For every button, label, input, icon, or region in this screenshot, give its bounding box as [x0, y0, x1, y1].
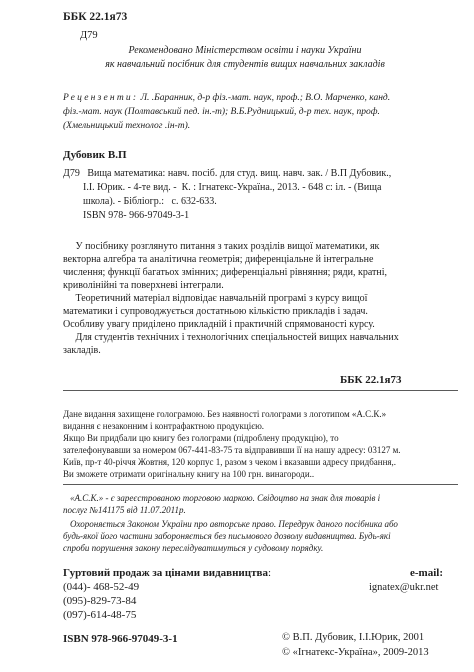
abstract-line-4: криволінійні та поверхневі інтеграли. [63, 280, 224, 291]
protection-line-6: Ви зможете отримати оригінальну книгу на 100 грн. винагороди.. [63, 469, 315, 479]
copyright-notice-line-3: спроби порушення закону переслідуватимуться у судовому порядку. [63, 543, 324, 553]
sales-label-row [63, 567, 271, 579]
abstract-line-9: закладів. [63, 345, 101, 356]
catalog-line-2: І.І. Юрик. - 4-те вид. - К. : Ігнатекс-Україна., 2013. - 648 с: іл. - (Вища [63, 182, 382, 193]
reviewers-line-3: (Хмельницький технолог .ін-т). [63, 121, 191, 131]
sales-label-colon: : [267, 567, 272, 579]
catalog-code-top: Д79 [80, 30, 98, 41]
protection-line-5: Київ, пр-т 40-річчя Жовтня, 120 корпус 1, разом з чеком і вказавши адресу придбання,. [63, 457, 397, 467]
trademark-line-1: «А.С.К.» - є зареєстрованою торговою маркою. Свідоцтво на знак для товарів і [70, 493, 381, 503]
copyright-notice-line-2: будь-якої його частини забороняється без письмового дозволу видавництва. Будь-які [63, 531, 391, 541]
abstract-line-1: У посібнику розглянуто питання з таких розділів вищої математики, як [63, 241, 380, 252]
reviewers-line-1 [63, 92, 390, 105]
trademark-line-2: послуг №141175 від 11.07.2011р. [63, 505, 186, 515]
abstract-line-2: векторна алгебра та аналітична геометрія; диференціальне й інтегральне [63, 254, 374, 265]
abstract-line-3: числення; функції багатьох змінних; диференціальні рівняння; ряди, кратні, [63, 267, 388, 278]
bbk-code-right: ББК 22.1я73 [340, 374, 402, 386]
divider-2 [63, 484, 458, 485]
copyright-publisher: © «Ігнатекс-Україна», 2009-2013 [282, 647, 429, 658]
email-label: e-mail: [410, 567, 443, 579]
divider-1 [63, 390, 458, 391]
abstract-line-6: математики і супроводжується достатньою кількістю прикладів і задач. [63, 306, 368, 317]
bbk-code-top: ББК 22.1я73 [63, 11, 128, 23]
email-address: ignatex@ukr.net [369, 582, 439, 593]
sales-label: Гуртовий продаж за цінами видавництва [63, 567, 268, 579]
abstract-line-5: Теоретичний матеріал відповідає навчальній програмі з курсу вищої [63, 293, 368, 304]
phone-3: (097)-614-48-75 [63, 609, 137, 621]
recommendation-line-2: як навчальний посібник для студентів вищих навчальних закладів [105, 59, 385, 70]
protection-line-1: Дане видання захищене голограмою. Без наявності голограми з логотипом «А.С.К.» [63, 409, 387, 419]
copyright-authors: © В.П. Дубовик, І.І.Юрик, 2001 [282, 632, 425, 643]
reviewers-text-1: Л. .Баранник, д-р фіз.-мат. наук, проф.; В.О. Марченко, канд. [140, 93, 391, 103]
catalog-line-3: школа). - Бібліогр.: с. 632-633. [63, 196, 217, 207]
phone-1: (044)- 468-52-49 [63, 581, 140, 593]
catalog-line-4: ISBN 978- 966-97049-3-1 [63, 210, 190, 221]
reviewers-line-2: фіз.-мат. наук (Полтавський пед. ін.-т); В.Б.Рудницький, д-р тех. наук, проф. [63, 107, 380, 117]
phone-2: (095)-829-73-84 [63, 595, 137, 607]
recommendation-line-1: Рекомендовано Міністерством освіти і науки України [128, 45, 362, 56]
reviewers-label: Рецензенти: [63, 93, 139, 103]
abstract-line-8: Для студентів технічних і технологічних спеціальностей вищих навчальних [63, 332, 399, 343]
copyright-notice-line-1: Охороняється Законом України про авторське право. Передрук даного посібника або [70, 519, 398, 529]
catalog-author: Дубовик В.П [63, 149, 127, 161]
catalog-line-1: Д79 Вища математика: навч. посіб. для студ. вищ. навч. зак. / В.П Дубовик., [63, 168, 392, 179]
protection-line-3: Якщо Ви придбали цю книгу без голограми (підроблену продукцію), то [63, 433, 339, 443]
footer-isbn: ISBN 978-966-97049-3-1 [63, 633, 178, 645]
protection-line-4: зателефонувавши за номером 067-441-83-75 та відправивши її на нашу адресу: 03127 м. [63, 445, 401, 455]
abstract-line-7: Особливу увагу приділено прикладній і практичній спрямованості курсу. [63, 319, 375, 330]
protection-line-2: видання є незаконним і контрафактною продукцією. [63, 421, 265, 431]
